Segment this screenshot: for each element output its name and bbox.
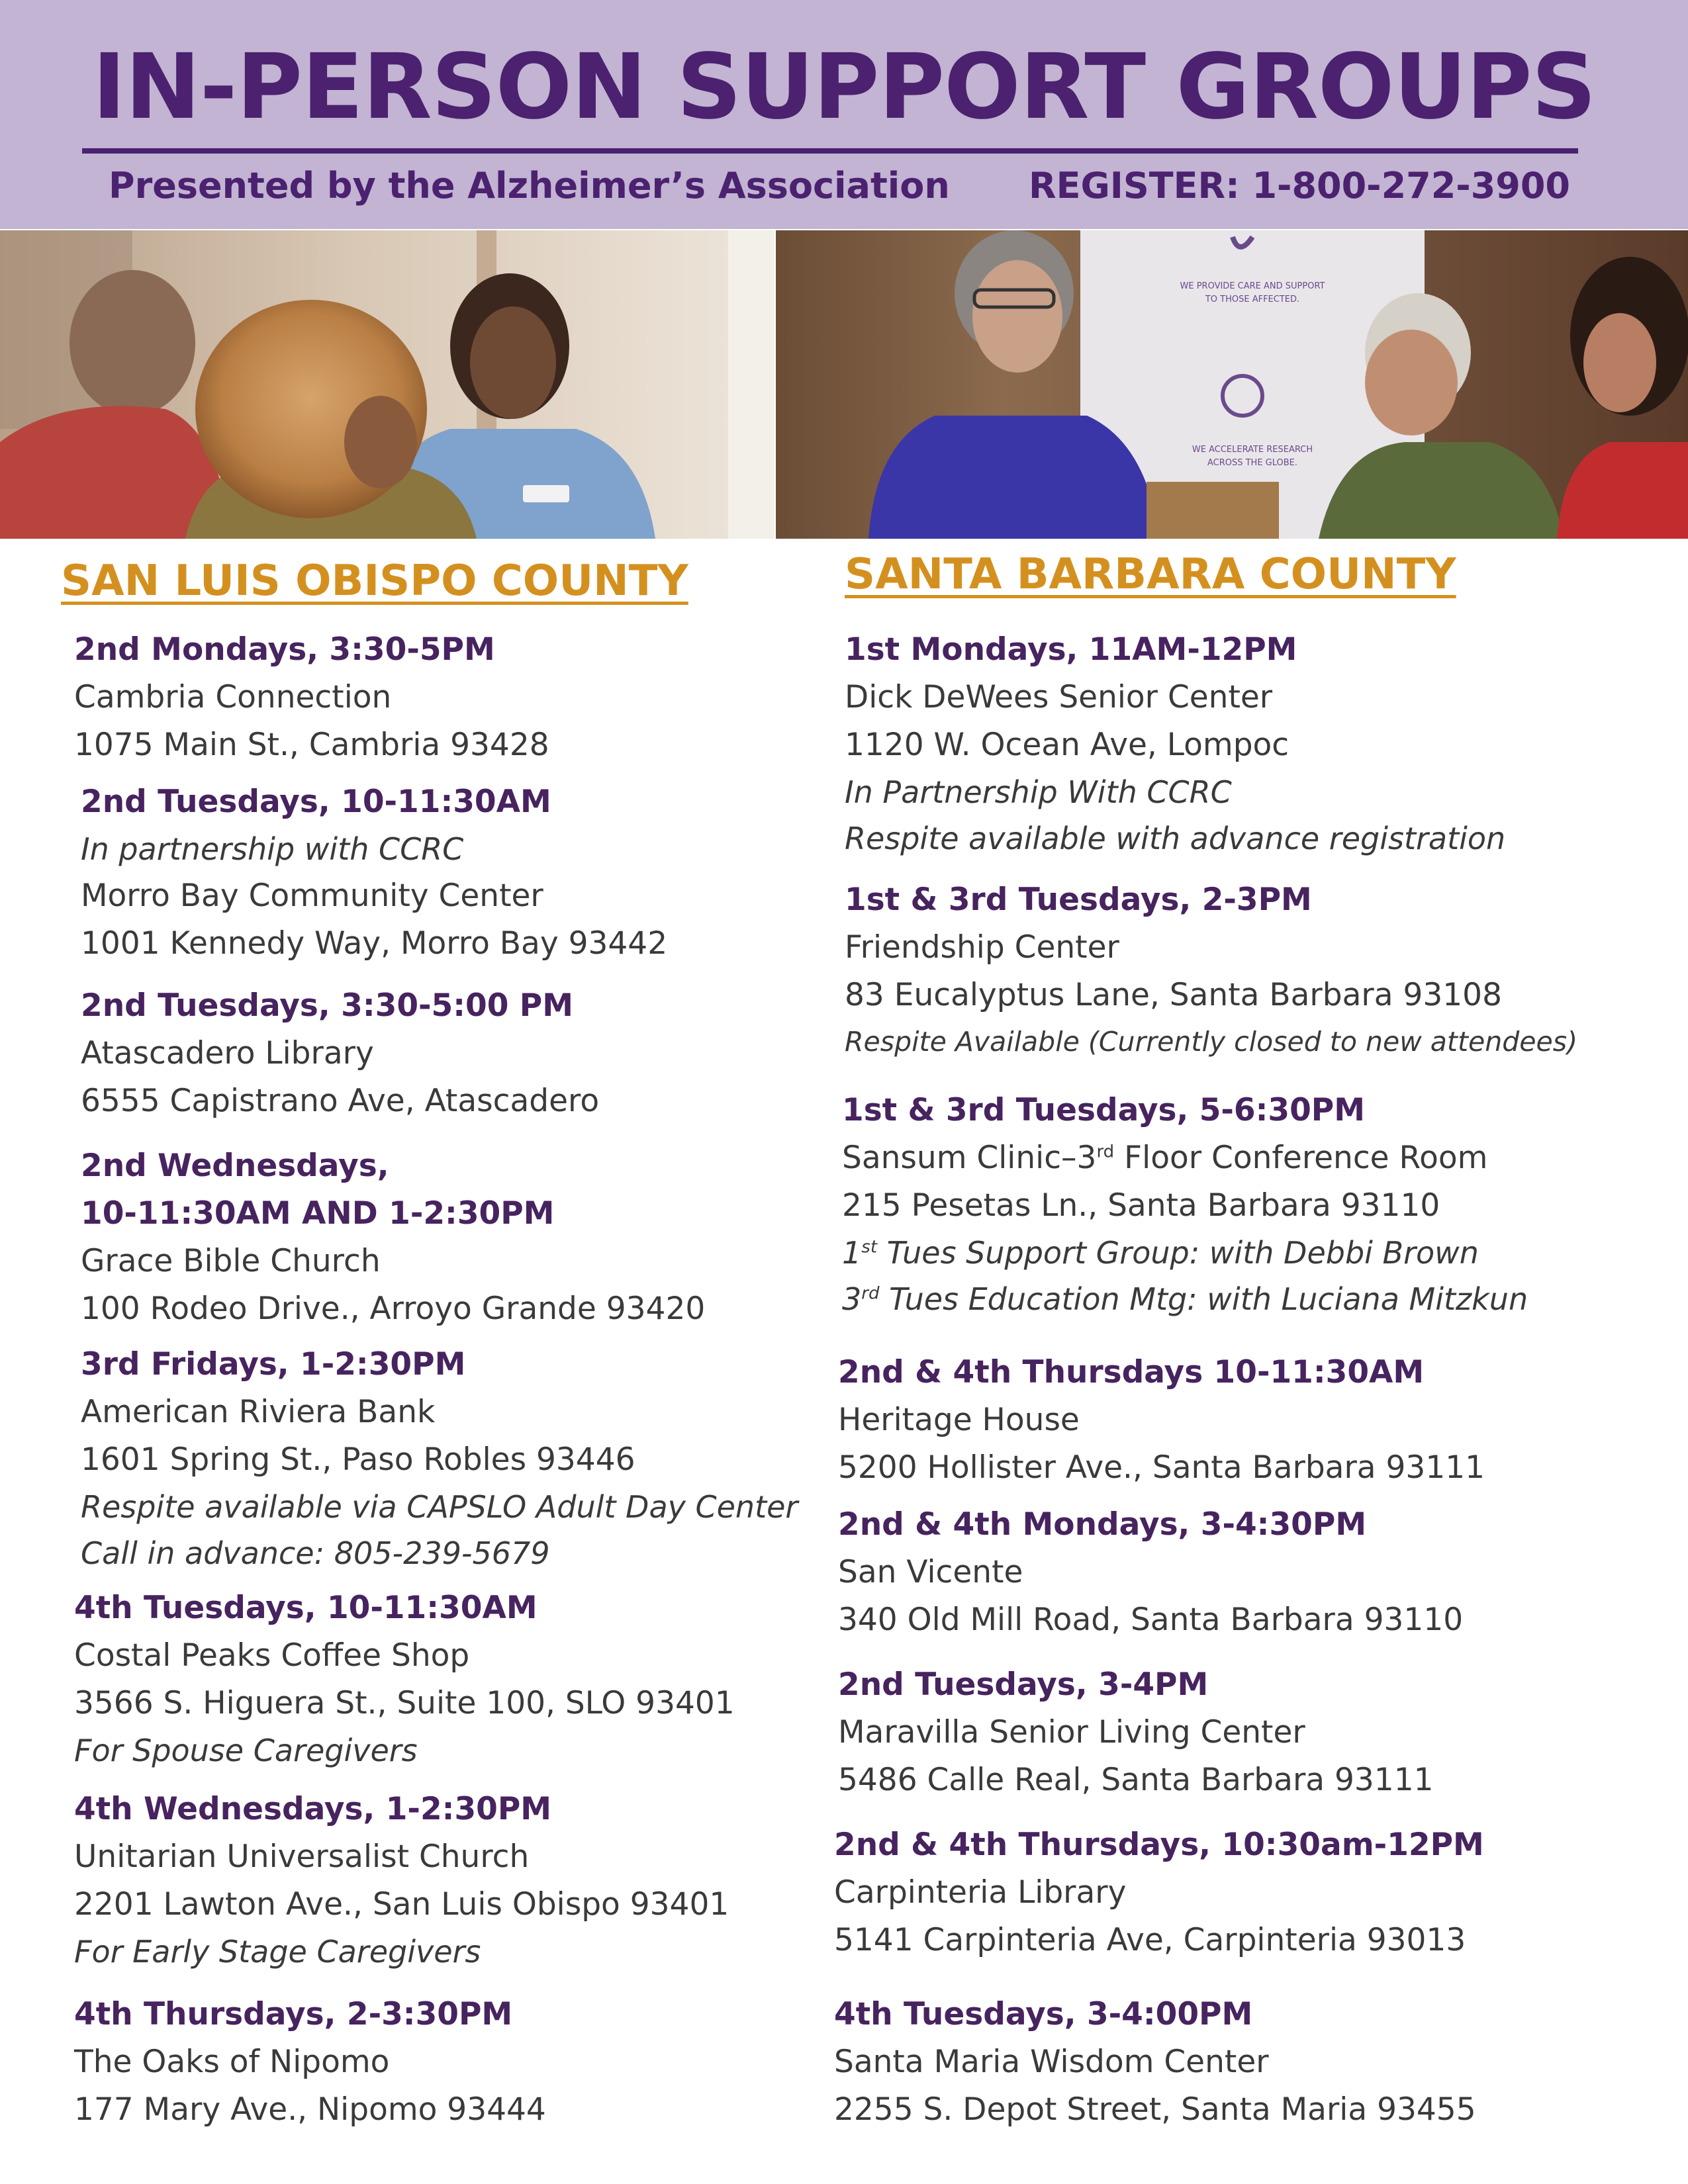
group-time: 2nd & 4th Thursdays 10-11:30AM	[838, 1354, 1425, 1390]
note1-sup: st	[861, 1237, 878, 1257]
slo-group-1	[74, 626, 549, 769]
group-address: 100 Rodeo Drive., Arroyo Grande 93420	[81, 1291, 706, 1327]
note2-b: Tues Education Mtg: with Luciana Mitzkun	[879, 1281, 1528, 1317]
group-note: Respite Available (Currently closed to new attendees)	[845, 1026, 1578, 1058]
group-address: 5200 Hollister Ave., Santa Barbara 93111	[838, 1449, 1485, 1486]
note1-a: 1	[842, 1235, 862, 1271]
group-location: Friendship Center	[845, 929, 1119, 966]
photo-support-group-left	[0, 230, 774, 539]
group-location: Grace Bible Church	[81, 1243, 381, 1279]
group-address: 83 Eucalyptus Lane, Santa Barbara 93108	[845, 977, 1502, 1013]
group-location: Morro Bay Community Center	[81, 878, 543, 914]
banner-text-1: WE PROVIDE CARE AND SUPPORT	[1180, 281, 1325, 291]
group-address: 215 Pesetas Ln., Santa Barbara 93110	[842, 1187, 1440, 1224]
title-underline	[82, 148, 1578, 154]
group-address: 2255 S. Depot Street, Santa Maria 93455	[834, 2091, 1476, 2128]
group-time: 4th Tuesdays, 10-11:30AM	[74, 1590, 538, 1626]
group-address: 177 Mary Ave., Nipomo 93444	[74, 2091, 546, 2128]
sb-group-7	[834, 1821, 1484, 1964]
banner-text-2: TO THOSE AFFECTED.	[1205, 295, 1300, 304]
group-address: 5141 Carpinteria Ave, Carpinteria 93013	[834, 1922, 1466, 1958]
group-location: Heritage House	[838, 1402, 1080, 1438]
group-note: Respite available via CAPSLO Adult Day Center	[81, 1489, 798, 1525]
group-time: 3rd Fridays, 1-2:30PM	[81, 1346, 466, 1383]
group-time: 4th Tuesdays, 3-4:00PM	[834, 1996, 1253, 2032]
group-time: 4th Thursdays, 2-3:30PM	[74, 1996, 513, 2032]
group-location: Unitarian Universalist Church	[74, 1839, 530, 1875]
slo-group-7	[74, 1786, 729, 1975]
group-note-2	[842, 1276, 1528, 1322]
slo-group-5	[81, 1341, 798, 1576]
group-time: 2nd & 4th Thursdays, 10:30am-12PM	[834, 1827, 1484, 1863]
group-time: 2nd Tuesdays, 3-4PM	[838, 1666, 1209, 1703]
group-time: 1st & 3rd Tuesdays, 2-3PM	[845, 882, 1312, 918]
group-address: 1601 Spring St., Paso Robles 93446	[81, 1441, 635, 1478]
place-part-a: Sansum Clinic–3	[842, 1140, 1097, 1176]
group-location: The Oaks of Nipomo	[74, 2044, 390, 2080]
group-location: Cambria Connection	[74, 679, 392, 715]
group-time: 1st & 3rd Tuesdays, 5-6:30PM	[842, 1092, 1366, 1128]
group-note: In Partnership With CCRC	[845, 774, 1232, 810]
group-time: 2nd Mondays, 3:30-5PM	[74, 631, 495, 668]
slo-group-4	[81, 1142, 705, 1333]
group-note-2: Respite available with advance registration	[845, 821, 1506, 856]
group-location: Maravilla Senior Living Center	[838, 1714, 1305, 1751]
group-location	[842, 1134, 1528, 1182]
group-location: Carpinteria Library	[834, 1874, 1127, 1911]
sb-group-8	[834, 1991, 1476, 2134]
place-part-b: Floor Conference Room	[1114, 1140, 1488, 1176]
sb-group-5	[838, 1501, 1463, 1644]
group-address: 340 Old Mill Road, Santa Barbara 93110	[838, 1602, 1464, 1638]
group-address: 6555 Capistrano Ave, Atascadero	[81, 1083, 600, 1119]
page-title: IN-PERSON SUPPORT GROUPS	[92, 35, 1596, 140]
group-location: San Vicente	[838, 1554, 1023, 1590]
slo-group-2	[81, 778, 667, 968]
header-band	[0, 0, 1688, 229]
group-location: Costal Peaks Coffee Shop	[74, 1637, 470, 1674]
slo-group-3	[81, 982, 599, 1125]
sb-group-2	[845, 876, 1577, 1064]
sb-group-3	[842, 1087, 1528, 1322]
note2-a: 3	[842, 1281, 862, 1317]
group-note: In partnership with CCRC	[81, 831, 464, 867]
sb-group-1	[845, 626, 1505, 862]
group-time: 2nd Wednesdays,	[81, 1148, 389, 1184]
group-time: 2nd Tuesdays, 10-11:30AM	[81, 784, 551, 820]
sb-group-4	[838, 1349, 1485, 1492]
register-phone: REGISTER: 1-800-272-3900	[1028, 165, 1570, 206]
note2-sup: rd	[861, 1283, 880, 1304]
banner-text-3: WE ACCELERATE RESEARCH	[1192, 445, 1313, 455]
group-note-2: Call in advance: 805-239-5679	[81, 1535, 550, 1571]
group-time-2: 10-11:30AM AND 1-2:30PM	[81, 1195, 555, 1232]
sb-group-6	[838, 1661, 1434, 1804]
group-note: For Early Stage Caregivers	[74, 1934, 481, 1970]
presenter-text: Presented by the Alzheimer’s Association	[109, 165, 950, 206]
group-location: American Riviera Bank	[81, 1394, 436, 1430]
group-time: 4th Wednesdays, 1-2:30PM	[74, 1791, 552, 1827]
slo-group-8	[74, 1991, 546, 2134]
group-time: 1st Mondays, 11AM-12PM	[845, 631, 1297, 668]
group-time: 2nd Tuesdays, 3:30-5:00 PM	[81, 987, 574, 1024]
group-time: 2nd & 4th Mondays, 3-4:30PM	[838, 1506, 1367, 1543]
banner-text-4: ACROSS THE GLOBE.	[1207, 458, 1298, 468]
group-location: Santa Maria Wisdom Center	[834, 2044, 1269, 2080]
note1-b: Tues Support Group: with Debbi Brown	[877, 1235, 1479, 1271]
group-address: 3566 S. Higuera St., Suite 100, SLO 93401	[74, 1685, 735, 1721]
sb-county-heading: SANTA BARBARA COUNTY	[845, 550, 1456, 599]
group-address: 5486 Calle Real, Santa Barbara 93111	[838, 1762, 1434, 1798]
slo-county-heading: SAN LUIS OBISPO COUNTY	[61, 557, 688, 606]
place-sup: rd	[1096, 1142, 1115, 1162]
group-address: 1001 Kennedy Way, Morro Bay 93442	[81, 925, 668, 962]
photo-support-group-right	[776, 230, 1688, 539]
group-location: Dick DeWees Senior Center	[845, 679, 1273, 715]
group-address: 1075 Main St., Cambria 93428	[74, 727, 549, 763]
group-address: 2201 Lawton Ave., San Luis Obispo 93401	[74, 1886, 729, 1923]
group-note	[842, 1230, 1528, 1276]
group-note: For Spouse Caregivers	[74, 1733, 418, 1768]
group-address: 1120 W. Ocean Ave, Lompoc	[845, 727, 1289, 763]
slo-group-6	[74, 1584, 735, 1774]
group-location: Atascadero Library	[81, 1035, 374, 1071]
